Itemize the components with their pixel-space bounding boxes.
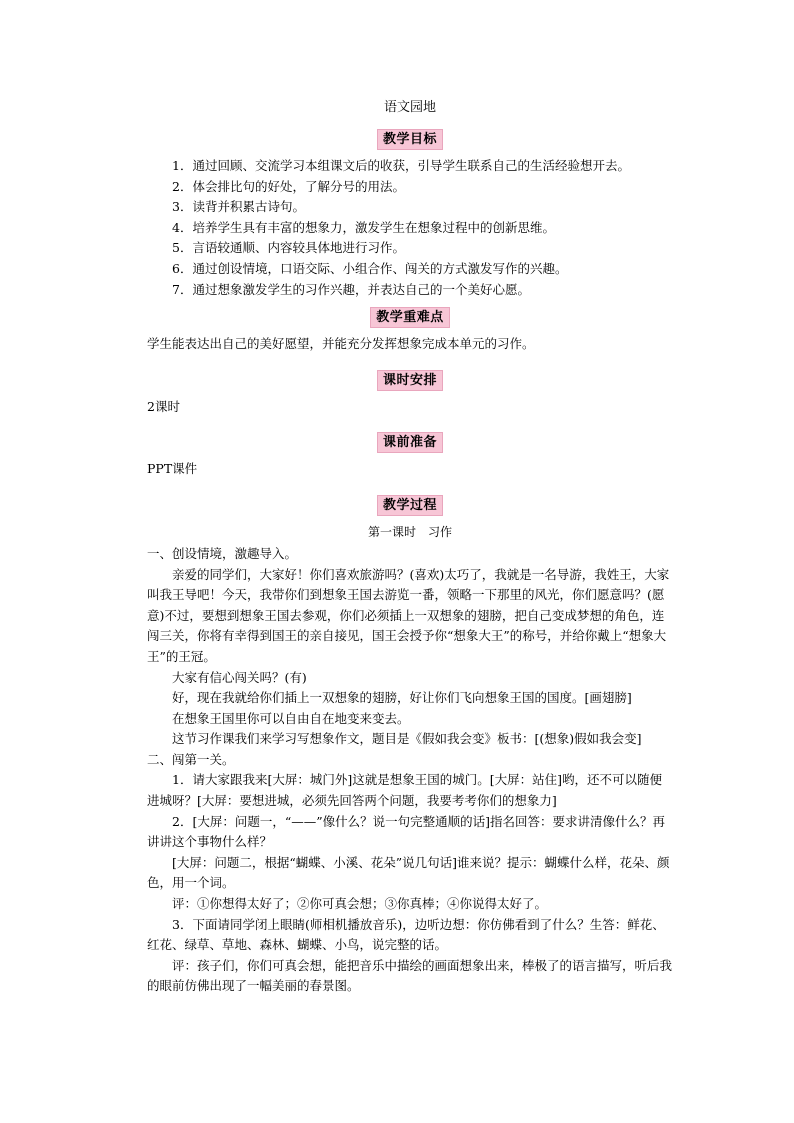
goal-item: 4．培养学生具有丰富的想象力，激发学生在想象过程中的创新思维。 — [172, 219, 555, 235]
process-paragraph: 3．下面请同学闭上眼睛(师相机播放音乐)，边听边想：你仿佛看到了什么？生答：鲜花、红花、绿草、草地、森林、蝴蝶、小鸟，说完整的话。 — [147, 916, 665, 953]
section-heading-prep: 课前准备 — [377, 432, 443, 453]
document-content — [147, 98, 673, 997]
keypoints-text: 学生能表达出自己的美好愿望，并能充分发挥想象完成本单元的习作。 — [147, 336, 535, 352]
goal-item: 5．言语较通顺、内容较具体地进行习作。 — [172, 240, 405, 256]
section-heading-goals: 教学目标 — [377, 129, 443, 150]
goal-item: 3．读背并积累古诗句。 — [172, 199, 305, 215]
process-paragraph: [大屏：问题二，根据“蝴蝶、小溪、花朵”说几句话]谁来说？提示：蝴蝶什么样，花朵、颜色，用一个词。 — [147, 854, 670, 891]
section-heading-keypoints: 教学重难点 — [370, 307, 450, 328]
process-paragraph: 一、创设情境，激趣导入。 — [147, 545, 298, 561]
process-paragraph: 好，现在我就给你们插上一双想象的翅膀，好让你们飞向想象王国的国度。[画翅膀] — [172, 690, 632, 706]
goal-item: 6．通过创设情境，口语交际、小组合作、闯关的方式激发写作的兴趣。 — [172, 260, 568, 276]
process-paragraph: 二、闯第一关。 — [147, 751, 235, 767]
section-heading-process: 教学过程 — [377, 495, 443, 516]
process-paragraph: 这节习作课我们来学习写想象作文，题目是《假如我会变》板书：[(想象)假如我会变] — [172, 731, 642, 747]
process-paragraph: 亲爱的同学们，大家好！你们喜欢旅游吗？(喜欢)太巧了，我就是一名导游，我姓王，大家叫我王导吧！今天，我带你们到想象王国去游览一番，领略一下那里的风光，你们愿意吗？(愿意)不过，要想到想象王国去参观，你们必须插上一双想象的翅膀，把自己变成梦想的角色，连闯三关，你将有幸得到国王的亲自接见，国王会授予你“想象大王”的称号，并给你戴上“想象大王”的王冠。 — [147, 566, 670, 664]
goal-item: 1．通过回顾、交流学习本组课文后的收获，引导学生联系自己的生活经验想开去。 — [172, 158, 630, 173]
process-paragraph: 2．[大屏：问题一，“——”像什么？说一句完整通顺的话]指名回答：要求讲清像什么？再讲讲这个事物什么样？ — [147, 813, 665, 850]
process-paragraph: 1．请大家跟我来[大屏：城门外]这就是想象王国的城门。[大屏：站住]哟，还不可以随便进城呀？[大屏：要想进城，必须先回答两个问题，我要考考你们的想象力] — [147, 772, 662, 809]
section-heading-schedule-wrap — [147, 369, 673, 391]
schedule-text: 2课时 — [147, 398, 180, 414]
goal-item: 7．通过想象激发学生的习作兴趣，并表达自己的一个美好心愿。 — [172, 281, 530, 297]
process-paragraph: 评：孩子们，你们可真会想，能把音乐中描绘的画面想象出来，棒极了的语言描写，听后我的眼前仿佛出现了一幅美丽的春景图。 — [147, 957, 673, 994]
lesson-title: 第一课时 习作 — [367, 524, 452, 539]
process-paragraph: 大家有信心闯关吗？(有) — [172, 669, 307, 685]
section-heading-prep-wrap — [147, 431, 673, 453]
goal-item: 2．体会排比句的好处，了解分号的用法。 — [172, 178, 405, 194]
process-paragraph: 在想象王国里你可以自由自在地变来变去。 — [172, 710, 410, 726]
section-heading-goals-wrap — [147, 128, 673, 150]
section-heading-process-wrap — [147, 494, 673, 516]
process-body — [147, 544, 673, 997]
section-heading-schedule: 课时安排 — [377, 370, 443, 391]
goals-list — [147, 156, 673, 300]
document-title: 语文园地 — [383, 100, 436, 115]
process-paragraph: 评：①你想得太好了；②你可真会想；③你真棒；④你说得太好了。 — [172, 896, 548, 912]
prep-text: PPT课件 — [147, 461, 198, 477]
section-heading-keypoints-wrap — [147, 306, 673, 328]
